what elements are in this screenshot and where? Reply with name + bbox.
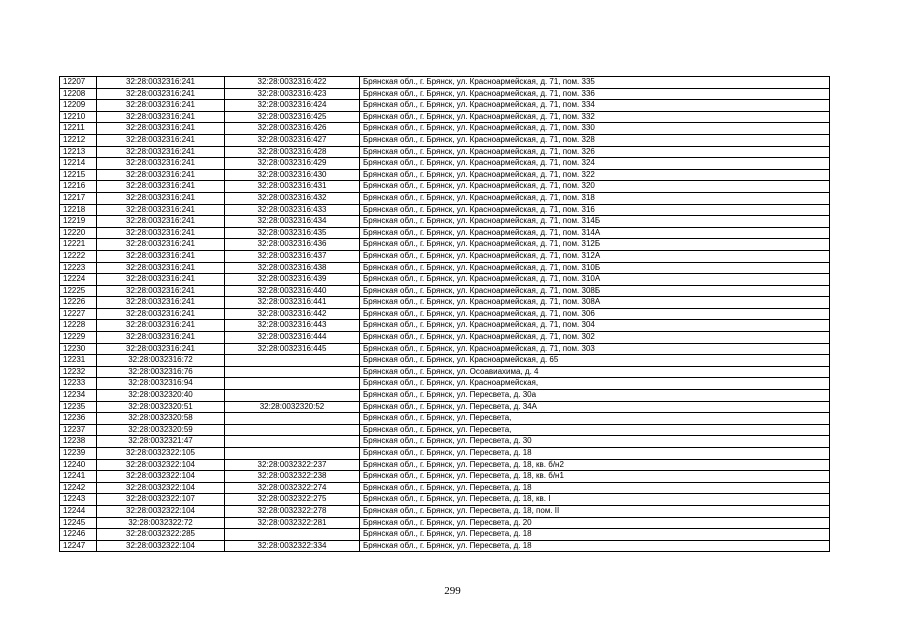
parcel-cadastral-number-cell: 32:28:0032316:94 [97,378,225,390]
row-number-cell: 12219 [60,216,97,228]
object-cadastral-number-cell: 32:28:0032316:439 [225,274,360,286]
parcel-cadastral-number-cell: 32:28:0032316:241 [97,262,225,274]
parcel-cadastral-number-cell: 32:28:0032316:241 [97,146,225,158]
row-number-cell: 12242 [60,482,97,494]
table-row [60,459,830,471]
parcel-cadastral-number-cell: 32:28:0032316:241 [97,332,225,344]
address-cell: Брянская обл., г. Брянск, ул. Красноармейская, д. 71, пом. 322 [360,169,830,181]
table-row [60,540,830,552]
object-cadastral-number-cell: 32:28:0032322:281 [225,517,360,529]
address-cell: Брянская обл., г. Брянск, ул. Красноармейская, д. 71, пом. 328 [360,134,830,146]
table-row [60,134,830,146]
address-cell: Брянская обл., г. Брянск, ул. Пересвета, д. 18, кв. б/н1 [360,471,830,483]
address-cell: Брянская обл., г. Брянск, ул. Красноармейская, д. 71, пом. 318 [360,192,830,204]
object-cadastral-number-cell: 32:28:0032316:432 [225,192,360,204]
parcel-cadastral-number-cell: 32:28:0032322:104 [97,459,225,471]
object-cadastral-number-cell: 32:28:0032322:275 [225,494,360,506]
object-cadastral-number-cell: 32:28:0032322:238 [225,471,360,483]
row-number-cell: 12235 [60,401,97,413]
address-cell: Брянская обл., г. Брянск, ул. Красноармейская, д. 71, пом. 326 [360,146,830,158]
table-row [60,390,830,402]
object-cadastral-number-cell [225,378,360,390]
table-row [60,297,830,309]
object-cadastral-number-cell [225,390,360,402]
object-cadastral-number-cell: 32:28:0032316:423 [225,88,360,100]
object-cadastral-number-cell [225,448,360,460]
parcel-cadastral-number-cell: 32:28:0032322:285 [97,529,225,541]
parcel-cadastral-number-cell: 32:28:0032316:241 [97,227,225,239]
row-number-cell: 12221 [60,239,97,251]
table-row [60,216,830,228]
row-number-cell: 12218 [60,204,97,216]
object-cadastral-number-cell: 32:28:0032316:443 [225,320,360,332]
address-cell: Брянская обл., г. Брянск, ул. Пересвета, д. 18 [360,540,830,552]
object-cadastral-number-cell [225,424,360,436]
parcel-cadastral-number-cell: 32:28:0032316:241 [97,250,225,262]
parcel-cadastral-number-cell: 32:28:0032316:241 [97,158,225,170]
object-cadastral-number-cell: 32:28:0032316:445 [225,343,360,355]
address-cell: Брянская обл., г. Брянск, ул. Пересвета, д. 30 [360,436,830,448]
table-row [60,250,830,262]
registry-table-body [60,77,830,552]
address-cell: Брянская обл., г. Брянск, ул. Пересвета, д. 18 [360,482,830,494]
row-number-cell: 12247 [60,540,97,552]
row-number-cell: 12222 [60,250,97,262]
object-cadastral-number-cell [225,355,360,367]
row-number-cell: 12228 [60,320,97,332]
object-cadastral-number-cell: 32:28:0032316:433 [225,204,360,216]
row-number-cell: 12229 [60,332,97,344]
parcel-cadastral-number-cell: 32:28:0032316:241 [97,343,225,355]
object-cadastral-number-cell: 32:28:0032316:440 [225,285,360,297]
parcel-cadastral-number-cell: 32:28:0032322:104 [97,540,225,552]
address-cell: Брянская обл., г. Брянск, ул. Пересвета, д. 20 [360,517,830,529]
table-row [60,100,830,112]
row-number-cell: 12238 [60,436,97,448]
object-cadastral-number-cell: 32:28:0032316:427 [225,134,360,146]
address-cell: Брянская обл., г. Брянск, ул. Пересвета, д. 18 [360,529,830,541]
parcel-cadastral-number-cell: 32:28:0032316:241 [97,285,225,297]
parcel-cadastral-number-cell: 32:28:0032316:72 [97,355,225,367]
object-cadastral-number-cell [225,529,360,541]
address-cell: Брянская обл., г. Брянск, ул. Красноармейская, д. 71, пом. 316 [360,204,830,216]
row-number-cell: 12213 [60,146,97,158]
table-row [60,424,830,436]
table-row [60,517,830,529]
object-cadastral-number-cell: 32:28:0032316:438 [225,262,360,274]
object-cadastral-number-cell: 32:28:0032316:422 [225,77,360,89]
object-cadastral-number-cell: 32:28:0032316:429 [225,158,360,170]
object-cadastral-number-cell: 32:28:0032316:430 [225,169,360,181]
object-cadastral-number-cell: 32:28:0032322:334 [225,540,360,552]
object-cadastral-number-cell [225,366,360,378]
table-row [60,158,830,170]
address-cell: Брянская обл., г. Брянск, ул. Красноармейская, д. 71, пом. 332 [360,111,830,123]
table-row [60,181,830,193]
row-number-cell: 12237 [60,424,97,436]
table-row [60,146,830,158]
table-row [60,343,830,355]
address-cell: Брянская обл., г. Брянск, ул. Красноармейская, д. 71, пом. 334 [360,100,830,112]
object-cadastral-number-cell: 32:28:0032316:444 [225,332,360,344]
row-number-cell: 12217 [60,192,97,204]
table-row [60,471,830,483]
address-cell: Брянская обл., г. Брянск, ул. Пересвета, [360,413,830,425]
row-number-cell: 12240 [60,459,97,471]
parcel-cadastral-number-cell: 32:28:0032320:59 [97,424,225,436]
parcel-cadastral-number-cell: 32:28:0032316:241 [97,77,225,89]
row-number-cell: 12241 [60,471,97,483]
parcel-cadastral-number-cell: 32:28:0032316:76 [97,366,225,378]
address-cell: Брянская обл., г. Брянск, ул. Пересвета, д. 30а [360,390,830,402]
table-row [60,494,830,506]
parcel-cadastral-number-cell: 32:28:0032322:104 [97,471,225,483]
parcel-cadastral-number-cell: 32:28:0032316:241 [97,192,225,204]
table-row [60,88,830,100]
parcel-cadastral-number-cell: 32:28:0032322:104 [97,505,225,517]
row-number-cell: 12215 [60,169,97,181]
row-number-cell: 12243 [60,494,97,506]
address-cell: Брянская обл., г. Брянск, ул. Красноармейская, д. 71, пом. 310Б [360,262,830,274]
parcel-cadastral-number-cell: 32:28:0032322:104 [97,482,225,494]
table-row [60,366,830,378]
address-cell: Брянская обл., г. Брянск, ул. Красноармейская, д. 71, пом. 310А [360,274,830,286]
table-row [60,285,830,297]
parcel-cadastral-number-cell: 32:28:0032316:241 [97,88,225,100]
row-number-cell: 12210 [60,111,97,123]
row-number-cell: 12232 [60,366,97,378]
page-number: 299 [444,585,461,597]
address-cell: Брянская обл., г. Брянск, ул. Пересвета, [360,424,830,436]
parcel-cadastral-number-cell: 32:28:0032322:105 [97,448,225,460]
row-number-cell: 12223 [60,262,97,274]
parcel-cadastral-number-cell: 32:28:0032316:241 [97,169,225,181]
parcel-cadastral-number-cell: 32:28:0032316:241 [97,181,225,193]
parcel-cadastral-number-cell: 32:28:0032316:241 [97,123,225,135]
row-number-cell: 12224 [60,274,97,286]
address-cell: Брянская обл., г. Брянск, ул. Красноармейская, д. 71, пом. 302 [360,332,830,344]
object-cadastral-number-cell: 32:28:0032316:431 [225,181,360,193]
parcel-cadastral-number-cell: 32:28:0032320:40 [97,390,225,402]
parcel-cadastral-number-cell: 32:28:0032316:241 [97,204,225,216]
address-cell: Брянская обл., г. Брянск, ул. Красноармейская, д. 71, пом. 314А [360,227,830,239]
row-number-cell: 12236 [60,413,97,425]
row-number-cell: 12220 [60,227,97,239]
table-row [60,401,830,413]
address-cell: Брянская обл., г. Брянск, ул. Пересвета, д. 18, кв. I [360,494,830,506]
parcel-cadastral-number-cell: 32:28:0032321:47 [97,436,225,448]
address-cell: Брянская обл., г. Брянск, ул. Красноармейская, д. 71, пом. 336 [360,88,830,100]
parcel-cadastral-number-cell: 32:28:0032322:107 [97,494,225,506]
object-cadastral-number-cell: 32:28:0032322:274 [225,482,360,494]
table-row [60,482,830,494]
row-number-cell: 12231 [60,355,97,367]
row-number-cell: 12214 [60,158,97,170]
table-row [60,239,830,251]
address-cell: Брянская обл., г. Брянск, ул. Красноармейская, д. 71, пом. 335 [360,77,830,89]
table-row [60,77,830,89]
row-number-cell: 12227 [60,308,97,320]
row-number-cell: 12211 [60,123,97,135]
table-row [60,111,830,123]
registry-table [59,76,830,552]
table-row [60,378,830,390]
table-row [60,320,830,332]
address-cell: Брянская обл., г. Брянск, ул. Пересвета, д. 18 [360,448,830,460]
table-row [60,227,830,239]
address-cell: Брянская обл., г. Брянск, ул. Красноармейская, д. 71, пом. 308А [360,297,830,309]
table-row [60,169,830,181]
table-row [60,262,830,274]
object-cadastral-number-cell: 32:28:0032316:428 [225,146,360,158]
parcel-cadastral-number-cell: 32:28:0032316:241 [97,111,225,123]
address-cell: Брянская обл., г. Брянск, ул. Красноармейская, д. 71, пом. 324 [360,158,830,170]
object-cadastral-number-cell: 32:28:0032316:435 [225,227,360,239]
row-number-cell: 12216 [60,181,97,193]
object-cadastral-number-cell: 32:28:0032316:436 [225,239,360,251]
parcel-cadastral-number-cell: 32:28:0032316:241 [97,274,225,286]
object-cadastral-number-cell: 32:28:0032316:441 [225,297,360,309]
address-cell: Брянская обл., г. Брянск, ул. Красноармейская, д. 71, пом. 312Б [360,239,830,251]
object-cadastral-number-cell: 32:28:0032316:424 [225,100,360,112]
table-row [60,123,830,135]
object-cadastral-number-cell [225,413,360,425]
address-cell: Брянская обл., г. Брянск, ул. Красноармейская, д. 71, пом. 314Б [360,216,830,228]
address-cell: Брянская обл., г. Брянск, ул. Пересвета, д. 18, пом. II [360,505,830,517]
object-cadastral-number-cell: 32:28:0032322:237 [225,459,360,471]
table-row [60,413,830,425]
table-row [60,192,830,204]
object-cadastral-number-cell: 32:28:0032316:442 [225,308,360,320]
parcel-cadastral-number-cell: 32:28:0032316:241 [97,100,225,112]
parcel-cadastral-number-cell: 32:28:0032316:241 [97,216,225,228]
parcel-cadastral-number-cell: 32:28:0032322:72 [97,517,225,529]
table-row [60,332,830,344]
object-cadastral-number-cell: 32:28:0032322:278 [225,505,360,517]
row-number-cell: 12209 [60,100,97,112]
address-cell: Брянская обл., г. Брянск, ул. Красноармейская, д. 71, пом. 306 [360,308,830,320]
object-cadastral-number-cell: 32:28:0032320:52 [225,401,360,413]
row-number-cell: 12245 [60,517,97,529]
table-row [60,505,830,517]
address-cell: Брянская обл., г. Брянск, ул. Красноармейская, д. 71, пом. 303 [360,343,830,355]
row-number-cell: 12225 [60,285,97,297]
address-cell: Брянская обл., г. Брянск, ул. Красноармейская, д. 71, пом. 304 [360,320,830,332]
address-cell: Брянская обл., г. Брянск, ул. Красноармейская, [360,378,830,390]
address-cell: Брянская обл., г. Брянск, ул. Пересвета, д. 18, кв. б/н2 [360,459,830,471]
object-cadastral-number-cell: 32:28:0032316:426 [225,123,360,135]
address-cell: Брянская обл., г. Брянск, ул. Красноармейская, д. 71, пом. 308Б [360,285,830,297]
address-cell: Брянская обл., г. Брянск, ул. Красноармейская, д. 71, пом. 312А [360,250,830,262]
parcel-cadastral-number-cell: 32:28:0032316:241 [97,320,225,332]
parcel-cadastral-number-cell: 32:28:0032316:241 [97,134,225,146]
address-cell: Брянская обл., г. Брянск, ул. Осоавиахима, д. 4 [360,366,830,378]
row-number-cell: 12239 [60,448,97,460]
table-row [60,436,830,448]
address-cell: Брянская обл., г. Брянск, ул. Красноармейская, д. 71, пом. 320 [360,181,830,193]
object-cadastral-number-cell: 32:28:0032316:425 [225,111,360,123]
address-cell: Брянская обл., г. Брянск, ул. Красноармейская, д. 71, пом. 330 [360,123,830,135]
parcel-cadastral-number-cell: 32:28:0032320:58 [97,413,225,425]
address-cell: Брянская обл., г. Брянск, ул. Пересвета, д. 34А [360,401,830,413]
object-cadastral-number-cell [225,436,360,448]
row-number-cell: 12226 [60,297,97,309]
object-cadastral-number-cell: 32:28:0032316:437 [225,250,360,262]
row-number-cell: 12230 [60,343,97,355]
row-number-cell: 12246 [60,529,97,541]
parcel-cadastral-number-cell: 32:28:0032316:241 [97,308,225,320]
table-row [60,308,830,320]
object-cadastral-number-cell: 32:28:0032316:434 [225,216,360,228]
parcel-cadastral-number-cell: 32:28:0032320:51 [97,401,225,413]
table-row [60,274,830,286]
address-cell: Брянская обл., г. Брянск, ул. Красноармейская, д. 65 [360,355,830,367]
parcel-cadastral-number-cell: 32:28:0032316:241 [97,297,225,309]
table-row [60,448,830,460]
row-number-cell: 12234 [60,390,97,402]
row-number-cell: 12233 [60,378,97,390]
parcel-cadastral-number-cell: 32:28:0032316:241 [97,239,225,251]
table-row [60,204,830,216]
row-number-cell: 12207 [60,77,97,89]
row-number-cell: 12244 [60,505,97,517]
table-row [60,529,830,541]
row-number-cell: 12208 [60,88,97,100]
row-number-cell: 12212 [60,134,97,146]
table-row [60,355,830,367]
